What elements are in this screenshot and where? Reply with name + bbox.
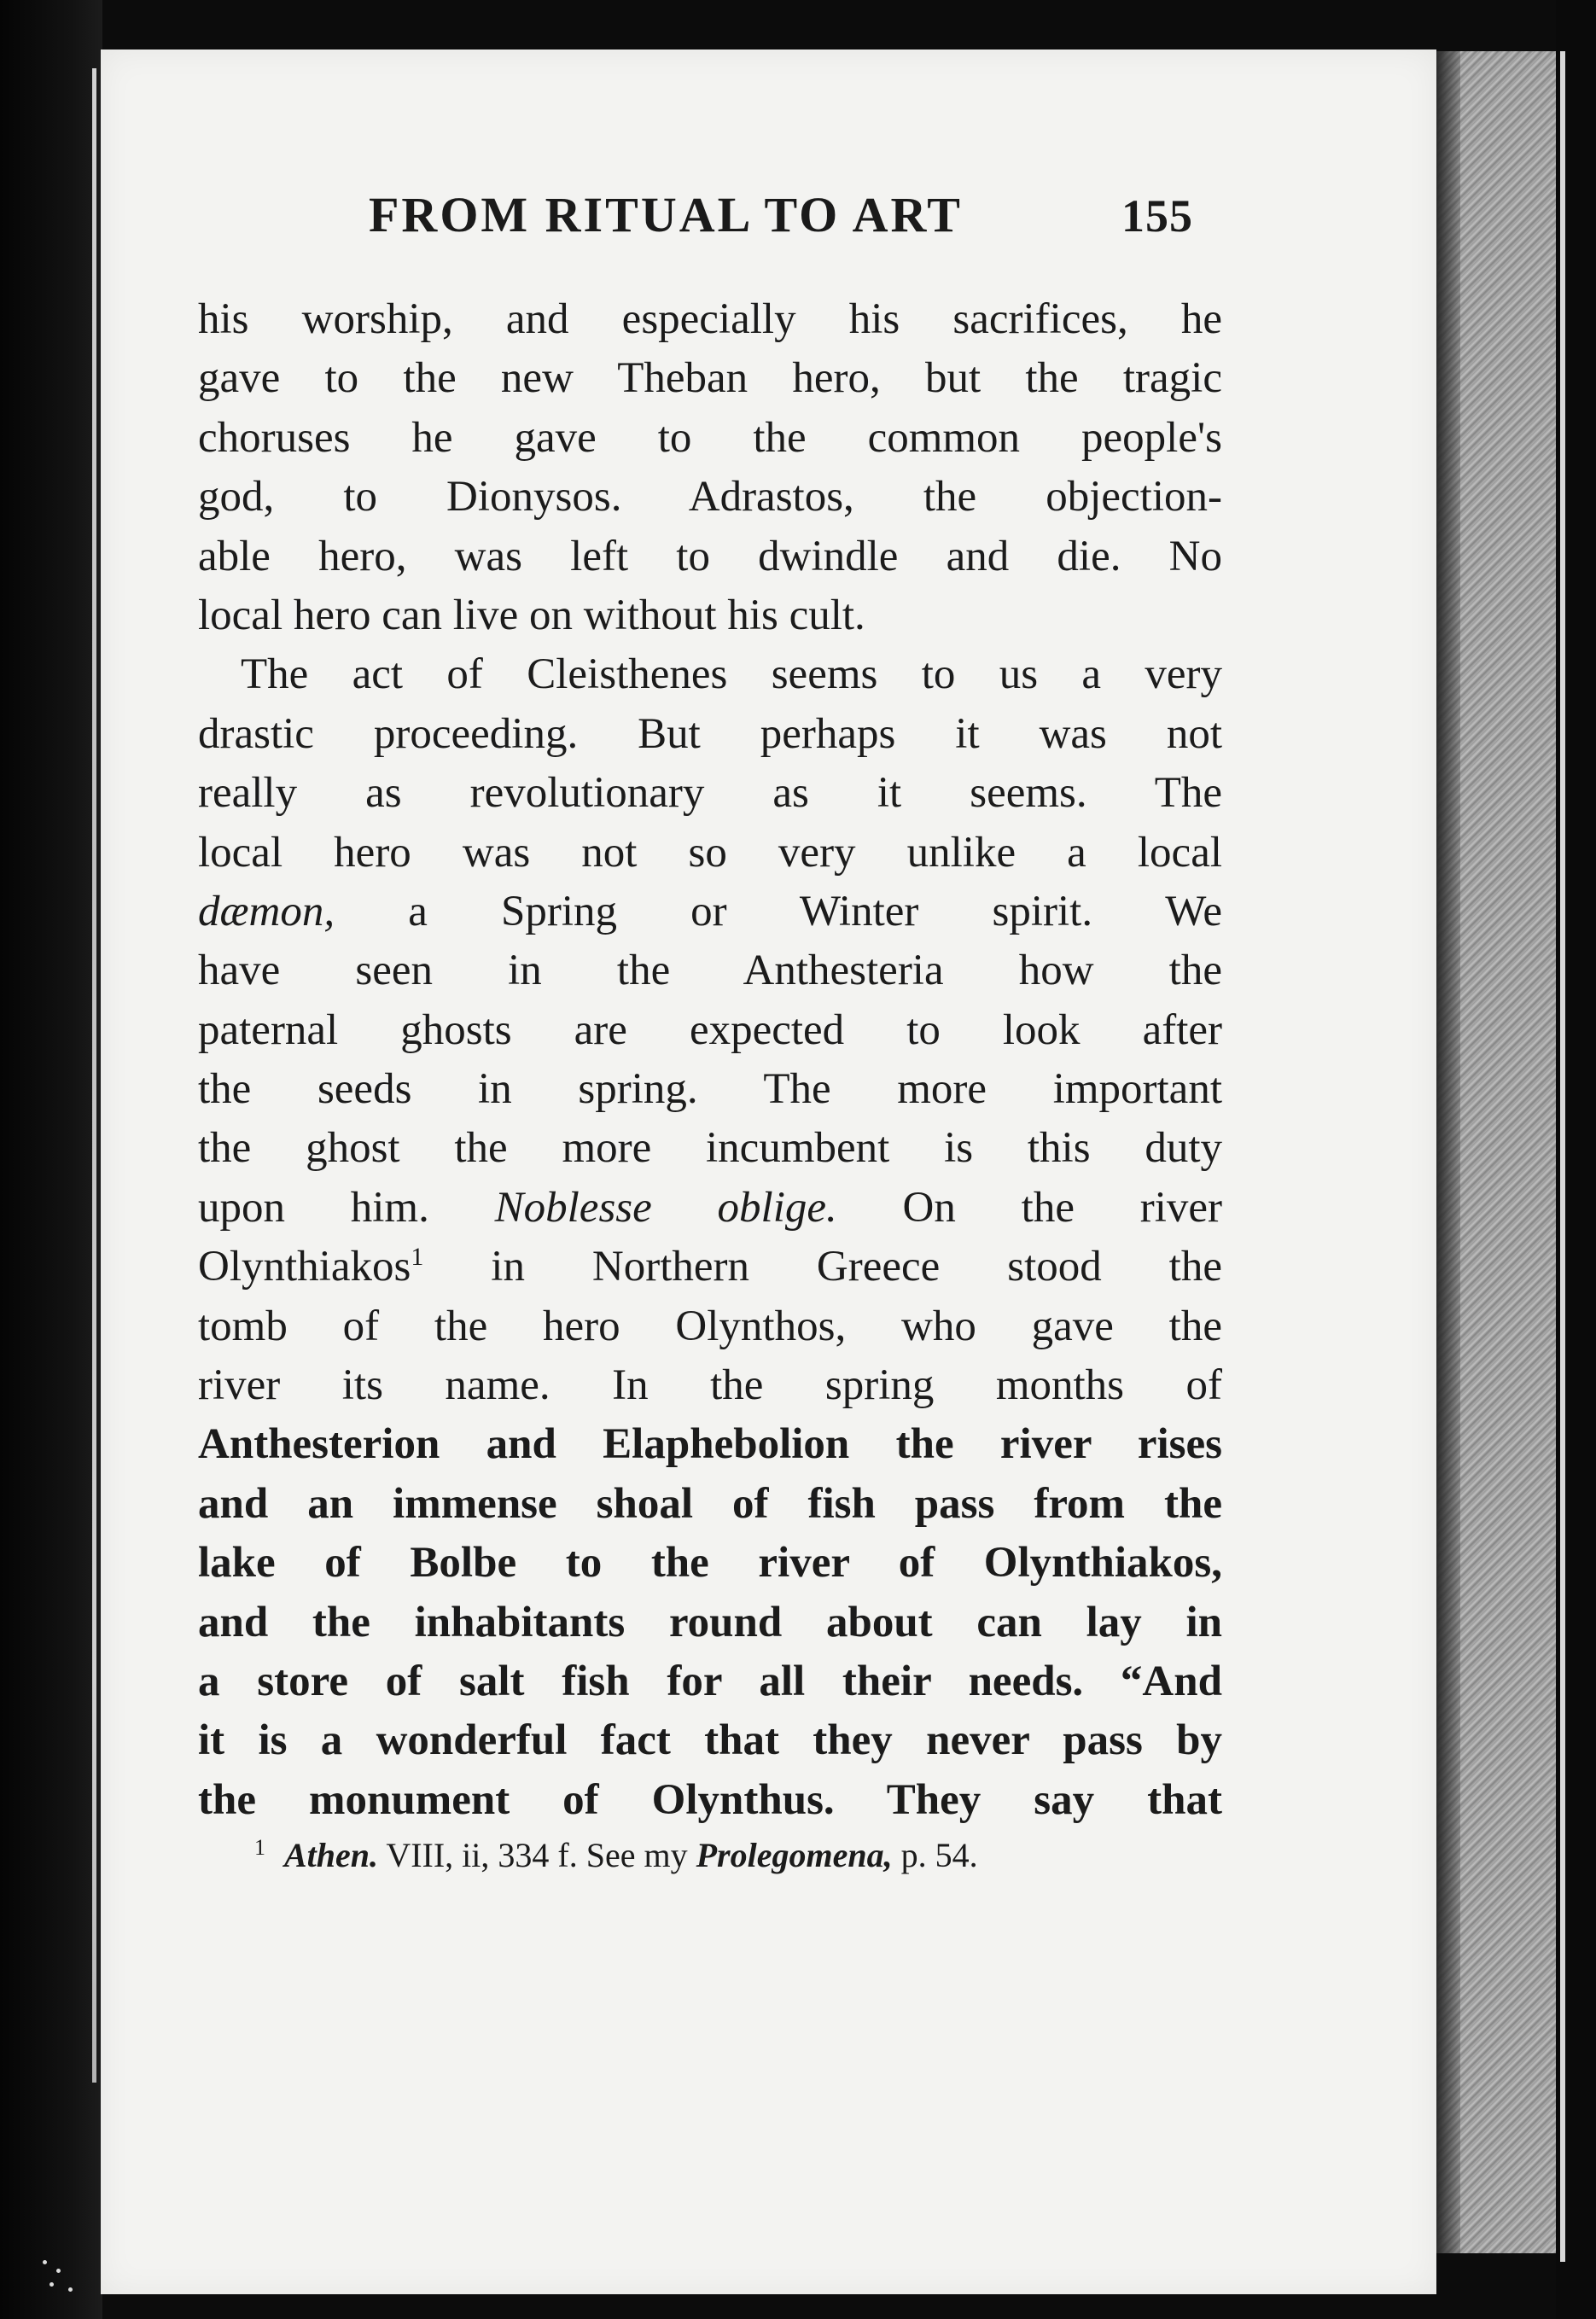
body-text	[198, 290, 1222, 1830]
text-line	[198, 1238, 1222, 1296]
text-line	[198, 1179, 1222, 1238]
text-line: lake of Bolbe to the river of Olynthiakos,	[198, 1539, 1222, 1588]
italic-term: dæmon,	[198, 887, 335, 935]
text-line: paternal ghosts are expected to look after	[198, 1005, 1222, 1054]
text-line: able hero, was left to dwindle and die. No	[198, 532, 1222, 580]
right-cover-edge	[1560, 51, 1565, 2262]
text-line: the monument of Olynthus. They say that	[198, 1775, 1222, 1824]
text-run: On the river	[836, 1183, 1222, 1232]
footnote-work-title: Prolegomena,	[696, 1836, 893, 1874]
text-line: The act of Cleisthenes seems to us a very	[241, 650, 1222, 699]
page-number: 155	[1121, 190, 1193, 242]
running-head	[369, 186, 1222, 243]
footnote-marker: 1	[254, 1834, 265, 1860]
text-line: local hero was not so very unlike a local	[198, 828, 1222, 877]
text-line	[198, 883, 1222, 941]
text-run: Olynthiakos	[198, 1243, 411, 1291]
text-line: really as revolutionary as it seems. The	[198, 769, 1222, 818]
text-line: tomb of the hero Olynthos, who gave the	[198, 1302, 1222, 1350]
text-line: and the inhabitants round about can lay in	[198, 1598, 1222, 1646]
text-line: the ghost the more incumbent is this duty	[198, 1124, 1222, 1173]
footnote-source: Athen.	[284, 1836, 379, 1874]
text-line: the seeds in spring. The more important	[198, 1065, 1222, 1114]
text-line: local hero can live on without his cult.	[198, 591, 865, 639]
left-binding-shadow	[0, 0, 102, 2319]
text-line: a store of salt fish for all their needs. “And	[198, 1657, 1222, 1705]
footnote	[254, 1835, 1193, 1875]
scan-specks	[34, 2253, 85, 2304]
text-line: river its name. In the spring months of	[198, 1361, 1222, 1410]
text-line: it is a wonderful fact that they never pass by	[198, 1716, 1222, 1765]
footnote-page-ref: p. 54.	[892, 1836, 978, 1874]
page-stack-shadow	[1436, 51, 1460, 2253]
running-head-title: FROM RITUAL TO ART	[369, 187, 963, 242]
text-line: drastic proceeding. But perhaps it was not	[198, 709, 1222, 758]
text-line: his worship, and especially his sacrifices, he	[198, 295, 1222, 343]
footnote-reference: 1	[411, 1243, 424, 1272]
text-line: god, to Dionysos. Adrastos, the objection-	[198, 473, 1222, 521]
text-run: upon him.	[198, 1183, 495, 1232]
text-run: a Spring or Winter spirit. We	[335, 887, 1222, 935]
footnote-text: VIII, ii, 334 f. See my	[378, 1836, 696, 1874]
text-line: gave to the new Theban hero, but the tragic	[198, 354, 1222, 403]
left-page-edge	[92, 68, 96, 2083]
italic-phrase: Noblesse oblige.	[494, 1183, 837, 1232]
text-line: have seen in the Anthesteria how the	[198, 947, 1222, 995]
text-run: in Northern Greece stood the	[423, 1243, 1222, 1291]
text-line: Anthesterion and Elaphebolion the river rises	[198, 1420, 1222, 1469]
text-line: choruses he gave to the common people's	[198, 413, 1222, 462]
text-line: and an immense shoal of fish pass from the	[198, 1479, 1222, 1528]
